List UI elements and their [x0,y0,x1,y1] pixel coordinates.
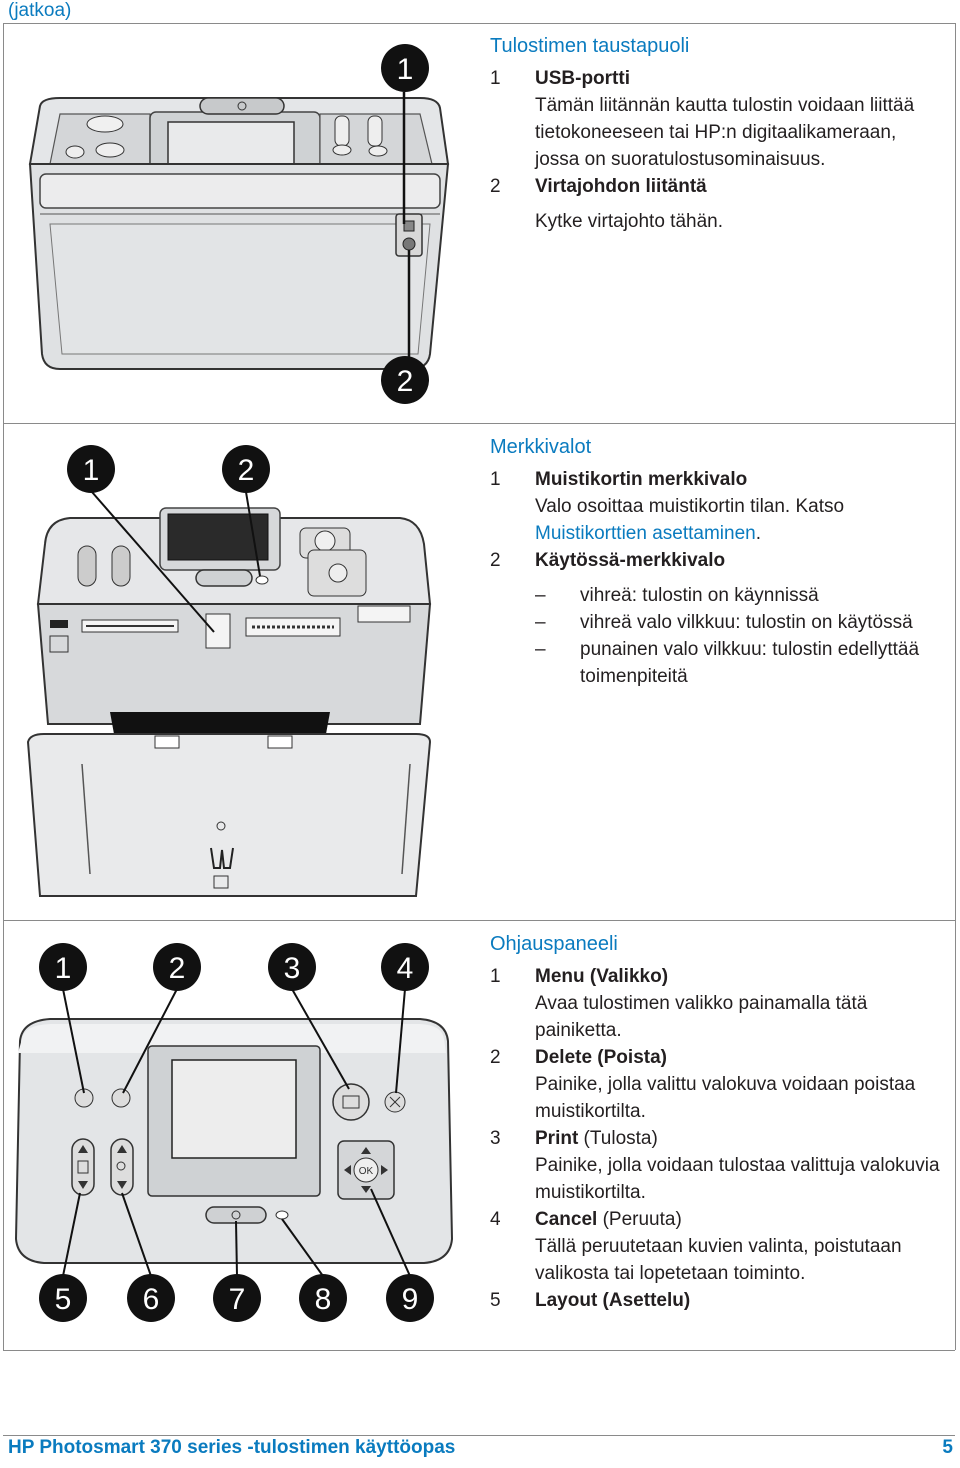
section-control-panel [490,931,945,1314]
item-title: USB-portti [535,68,630,89]
callout-8: 8 [314,1283,332,1316]
item-description: Tällä peruutetaan kuvien valinta, poistutaan valikosta tai lopetetaan toiminto. [535,1236,902,1284]
bullet-dash: – [535,639,546,660]
section-heading: Merkkivalot [490,436,592,458]
list-item [490,65,945,92]
item-title [535,1128,658,1149]
description-suffix: . [755,523,761,544]
item-title-light: (Tulosta) [578,1128,658,1149]
list-item [490,1206,945,1233]
item-number: 2 [490,550,501,571]
item-number: 5 [490,1290,501,1311]
callout-4: 4 [396,952,414,985]
item-description: Avaa tulostimen valikko painamalla tätä painiketta. [535,993,868,1041]
item-number: 1 [490,469,501,490]
list-item [490,1125,945,1152]
page-number: 5 [942,1437,953,1458]
bullet-dash: – [535,612,546,633]
callout-1: 1 [82,454,100,487]
list-item [490,963,945,990]
description-text: Valo osoittaa muistikortin tilan. Katso [535,496,845,517]
bullet-text: vihreä valo vilkkuu: tulostin on käytössä [580,612,913,633]
rule-3 [3,1350,955,1351]
footer-rule [3,1435,955,1436]
callout-1: 1 [54,952,72,985]
callout-3: 3 [283,952,301,985]
item-description: Kytke virtajohto tähän. [535,211,723,232]
indicator-lights-figure [0,424,478,919]
list-item [490,1044,945,1071]
section-lights [490,434,945,690]
item-description: Tämän liitännän kautta tulostin voidaan liittää tietokoneeseen tai HP:n digitaalikameraan, jossa on suoratulostusominaisuus. [535,95,915,170]
callout-2: 2 [168,952,186,985]
item-title: Menu (Valikko) [535,966,669,987]
footer [8,1437,953,1459]
item-title: Käytössä-merkkivalo [535,550,726,571]
item-description: Painike, jolla voidaan tulostaa valittuja valokuvia muistikortilta. [535,1155,940,1203]
item-number: 4 [490,1209,501,1230]
callout-2: 2 [396,365,414,398]
list-item [490,1287,945,1314]
item-number: 3 [490,1128,501,1149]
section-heading: Tulostimen taustapuoli [490,35,690,57]
callout-9: 9 [401,1283,419,1316]
item-title: Virtajohdon liitäntä [535,176,707,197]
continued-label: (jatkoa) [8,0,72,21]
list-item [490,547,945,574]
callout-7: 7 [228,1283,246,1316]
item-title: Delete (Poista) [535,1047,667,1068]
ok-label: OK [358,1166,374,1177]
item-description [490,493,945,547]
rule-right [955,23,956,1350]
item-description: Painike, jolla valittu valokuva voidaan poistaa muistikortilta. [535,1074,916,1122]
printer-back-figure [0,24,478,422]
control-panel-figure [0,921,478,1349]
item-title: Layout (Asettelu) [535,1290,691,1311]
list-item [490,173,945,200]
item-title-light: (Peruuta) [597,1209,682,1230]
bullet-item [490,582,945,609]
item-title: Muistikortin merkkivalo [535,469,748,490]
item-number: 1 [490,68,501,89]
item-number: 2 [490,176,501,197]
memory-card-link[interactable]: Muistikorttien asettaminen [535,523,756,544]
section-back [490,33,945,235]
callout-1: 1 [396,53,414,86]
item-number: 1 [490,966,501,987]
item-number: 2 [490,1047,501,1068]
callout-5: 5 [54,1283,72,1316]
bullet-item [490,636,945,690]
bullet-item [490,609,945,636]
bullet-dash: – [535,585,546,606]
list-item [490,466,945,493]
footer-title: HP Photosmart 370 series -tulostimen käyttöopas [8,1437,456,1458]
item-title [535,1209,682,1230]
item-title-bold: Cancel [535,1209,598,1230]
callout-2: 2 [237,454,255,487]
bullet-text: punainen valo vilkkuu: tulostin edellyttää toimenpiteitä [580,639,920,687]
callout-6: 6 [142,1283,160,1316]
section-heading: Ohjauspaneeli [490,933,618,955]
item-title-bold: Print [535,1128,579,1149]
bullet-text: vihreä: tulostin on käynnissä [580,585,819,606]
